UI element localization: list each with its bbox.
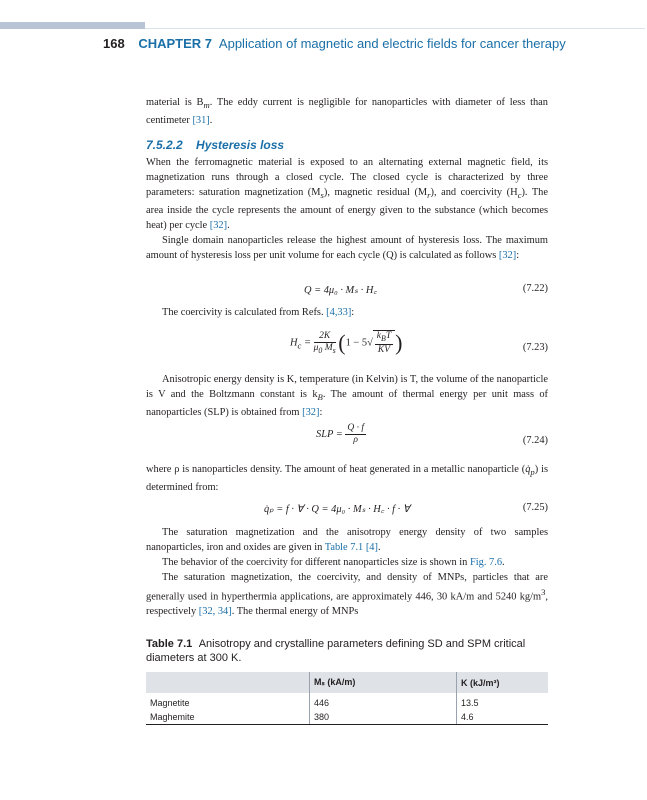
equation-7-22 [146, 283, 548, 303]
citation-4-33[interactable]: [4,33] [326, 307, 352, 318]
equation-7-23 [146, 330, 548, 364]
table-header-row [146, 672, 548, 693]
header-accent-bar [0, 22, 145, 29]
table-cell: Maghemite [146, 710, 310, 725]
citation-31[interactable]: [31] [192, 115, 210, 127]
paragraph-density: where ρ is nanoparticles density. The amount of heat generated in a metallic nanoparticle $(q̇_p)$ is determined from: [146, 464, 548, 494]
equation-number: (7.22) [522, 283, 548, 294]
paragraph-coercivity: The coercivity is calculated from Refs. [4,33]: [162, 307, 355, 318]
anisotropy-table [146, 672, 548, 725]
figure-7-6-link[interactable]: Fig. 7.6 [469, 557, 503, 568]
section-heading [146, 138, 284, 152]
chapter-title: Application of magnetic and electric fields for cancer therapy [218, 36, 566, 51]
equation-7-24-body: SLP = $\frac{Q \cdot f}{\rho}$ [316, 423, 364, 445]
equation-7-23-body: $H_c$ = $\frac{2K}{\mu_0 M_s}$ (1 − 5√ $\frac{k_BT}{KV}$ ) [290, 330, 403, 355]
table-caption-text: Anisotropy and crystalline parameters defining SD and SPM critical diameters at 300 K. [146, 638, 526, 664]
table-caption [146, 637, 546, 665]
table-cell: 13.5 [457, 693, 549, 710]
citation-32c[interactable]: [32] [302, 407, 320, 419]
running-header [103, 36, 566, 51]
paragraph-anisotropic: Anisotropic energy density is K, temperature (in Kelvin) is T, the volume of the nanoparticle is V and the Boltzmann constant is $k_B$. The amount of thermal energy per unit mass of nanoparticles (SLP) is obtained from [32]: [146, 374, 549, 419]
paragraph-eddy-current: material is $B_m$. The eddy current is negligible for nanoparticles with diameter of less than centimeter [31]. [146, 97, 548, 127]
equation-number: (7.24) [522, 435, 548, 446]
header-rule [145, 28, 645, 29]
table-cell: Magnetite [150, 698, 190, 708]
equation-7-25-body: q̇ₚ = f · ∀ · Q = 4μ₀ · Mₛ · H꜀ · f · ∀ [264, 504, 410, 515]
chapter-label: CHAPTER 7 [138, 36, 213, 51]
table-7-1-link[interactable]: Table 7.1 [324, 542, 364, 553]
equation-7-25 [146, 502, 548, 522]
citation-32[interactable]: [32] [209, 220, 228, 232]
table-label: Table 7.1 [146, 638, 193, 650]
paragraph-hysteresis: When the ferromagnetic material is exposed to an alternating external magnetic field, its magnetization runs through a closed cycle. The closed cycle is characterized by three parameters: saturation magnetization $(M_s)$, magnetic residual $(M_r)$, and coercivity $(H_c)$. The area inside the cycle represents the amount of energy given to the substance (which becomes heat) per cycle [32]. Single domain nanoparticles release the highest amount of hysteresis loss. The maximum amount of hysteresis loss per unit volume for each cycle (Q) is calculated as follows [32]: [146, 157, 548, 262]
table-row [146, 693, 548, 710]
section-number: 7.5.2.2 [146, 138, 183, 152]
equation-number: (7.25) [522, 502, 548, 513]
citation-32b[interactable]: [32] [498, 250, 517, 262]
table-header-material [146, 672, 310, 693]
equation-7-24 [146, 423, 548, 457]
table-cell: 446 [310, 693, 457, 710]
table-cell: 380 [310, 710, 457, 725]
table-row [146, 710, 548, 725]
page-number: 168 [103, 36, 125, 51]
citation-32-34[interactable]: [32, 34] [198, 606, 232, 618]
table-cell: 4.6 [457, 710, 549, 725]
table-header-k: K (kJ/m³) [457, 672, 549, 693]
equation-number: (7.23) [522, 342, 548, 353]
table-header-ms: Mₛ (kA/m) [310, 672, 457, 693]
citation-4[interactable]: [4] [365, 542, 378, 553]
equation-7-22-body: Q = 4μ₀ · Mₛ · H꜀ [304, 285, 377, 296]
section-title: Hysteresis loss [196, 138, 285, 152]
paragraph-saturation: The saturation magnetization and the anisotropy energy density of two samples nanoparticles, iron and oxides are given in Table 7.1 [4]. The behavior of the coercivity for different nanoparticles size is shown in Fig. 7.6. The saturation magnetization, the coercivity, and density of MNPs, particles that are generally used in hyperthermia applications, are approximately 446, 30 kA/m and 5240 $kg/m^3$, respectively [32, 34]. The thermal energy of MNPs [146, 527, 548, 618]
